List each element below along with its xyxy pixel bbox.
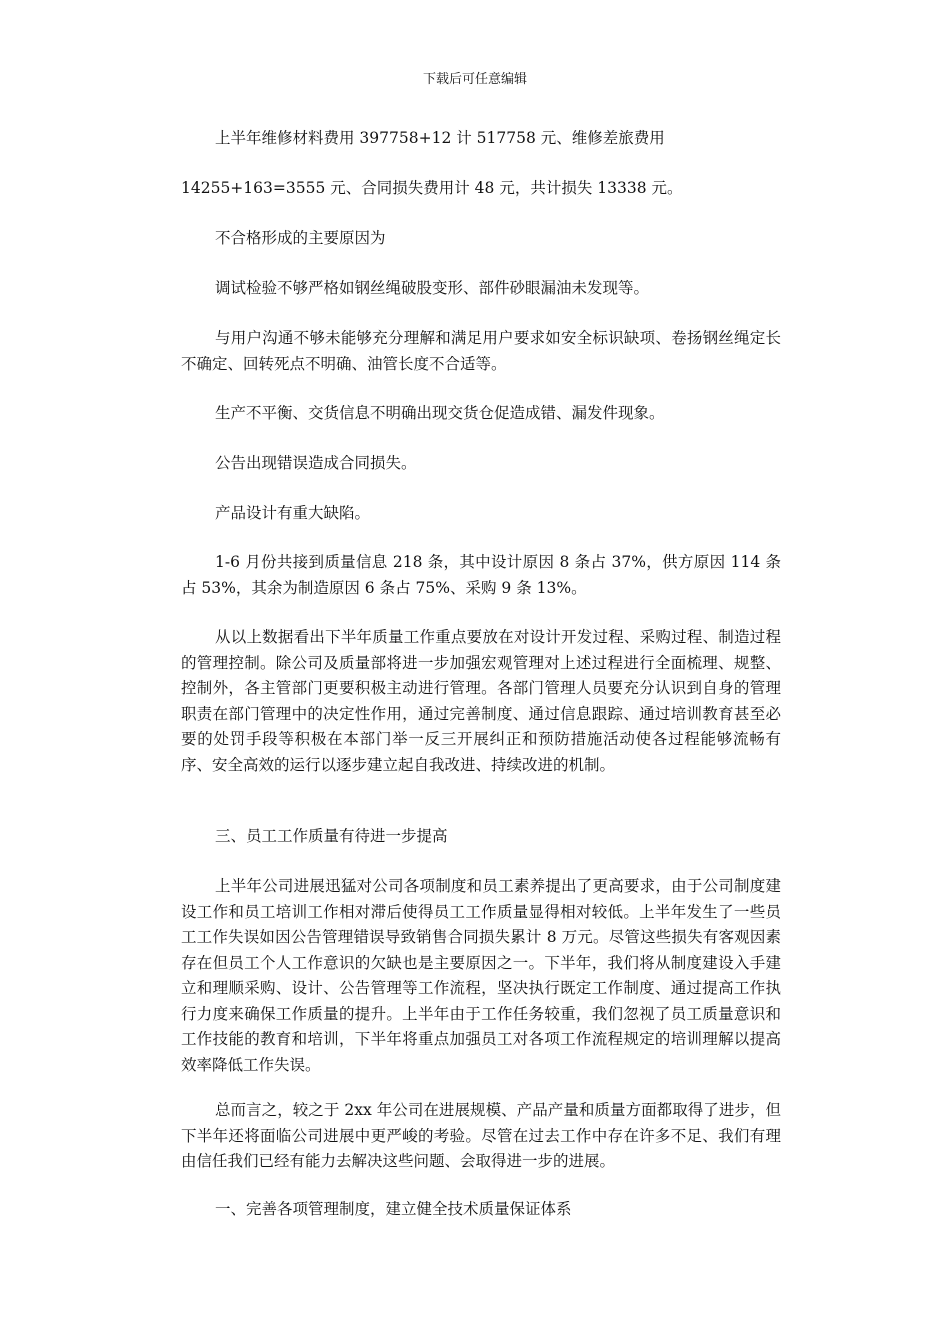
paragraph-staff-quality-detail: 上半年公司进展迅猛对公司各项制度和员工素养提出了更高要求，由于公司制度建设工作和员工培训工作相对滞后使得员工工作质量显得相对较低。上半年发生了一些员工工作失误如因公告管理错误导致销售合同损失累计 8 万元。尽管这些损失有客观因素存在但员工个人工作意识的欠缺也是主要原因之一。下半年，我们将从制度建设入手建立和理顺采购、设计、公告管理等工作流程，坚决执行既定工作制度、通过提高工作执行力度来确保工作质量的提升。上半年由于工作任务较重，我们忽视了员工质量意识和工作技能的教育和培训，下半年将重点加强员工对各项工作流程规定的培训理解以提高效率降低工作失误。 — [181, 877, 781, 1074]
paragraph-main-causes-heading: 不合格形成的主要原因为 — [215, 229, 386, 247]
paragraph-maintenance-material-cost: 上半年维修材料费用 397758+12 计 517758 元、维修差旅费用 — [215, 129, 665, 147]
paragraph-cause-communication: 与用户沟通不够未能够充分理解和满足用户要求如安全标识缺项、卷扬钢丝绳定长不确定、回转死点不明确、油管长度不合适等。 — [181, 329, 781, 373]
paragraph-cause-inspection: 调试检验不够严格如钢丝绳破股变形、部件砂眼漏油未发现等。 — [215, 279, 650, 297]
paragraph-travel-and-contract-loss: 14255+163=3555 元、合同损失费用计 48 元，共计损失 13338 元。 — [181, 179, 683, 197]
paragraph-quality-info-stats: 1-6 月份共接到质量信息 218 条，其中设计原因 8 条占 37%，供方原因 114 条占 53%，其余为制造原因 6 条占 75%、采购 9 条 13%。 — [181, 553, 781, 597]
section-heading-management-system: 一、完善各项管理制度，建立健全技术质量保证体系 — [215, 1200, 572, 1218]
paragraph-cause-design: 产品设计有重大缺陷。 — [215, 504, 371, 522]
section-heading-staff-quality: 三、员工工作质量有待进一步提高 — [215, 827, 448, 845]
page-header-note: 下载后可任意编辑 — [422, 72, 527, 87]
paragraph-second-half-focus: 从以上数据看出下半年质量工作重点要放在对设计开发过程、采购过程、制造过程的管理控制。除公司及质量部将进一步加强宏观管理对上述过程进行全面梳理、规整、控制外，各主管部门更要积极主动进行管理。各部门管理人员要充分认识到自身的管理职责在部门管理中的决定性作用，通过完善制度、通过信息跟踪、通过培训教育甚至必要的处罚手段等积极在本部门举一反三开展纠正和预防措施活动使各过程能够流畅有序、安全高效的运行以逐步建立起自我改进、持续改进的机制。 — [181, 628, 781, 774]
paragraph-cause-production: 生产不平衡、交货信息不明确出现交货仓促造成错、漏发件现象。 — [215, 404, 665, 422]
paragraph-cause-announcement: 公告出现错误造成合同损失。 — [215, 454, 417, 472]
paragraph-summary: 总而言之，较之于 2xx 年公司在进展规模、产品产量和质量方面都取得了进步，但下半年还将面临公司进展中更严峻的考验。尽管在过去工作中存在许多不足、我们有理由信任我们已经有能力去解决这些问题、会取得进一步的进展。 — [181, 1101, 781, 1170]
